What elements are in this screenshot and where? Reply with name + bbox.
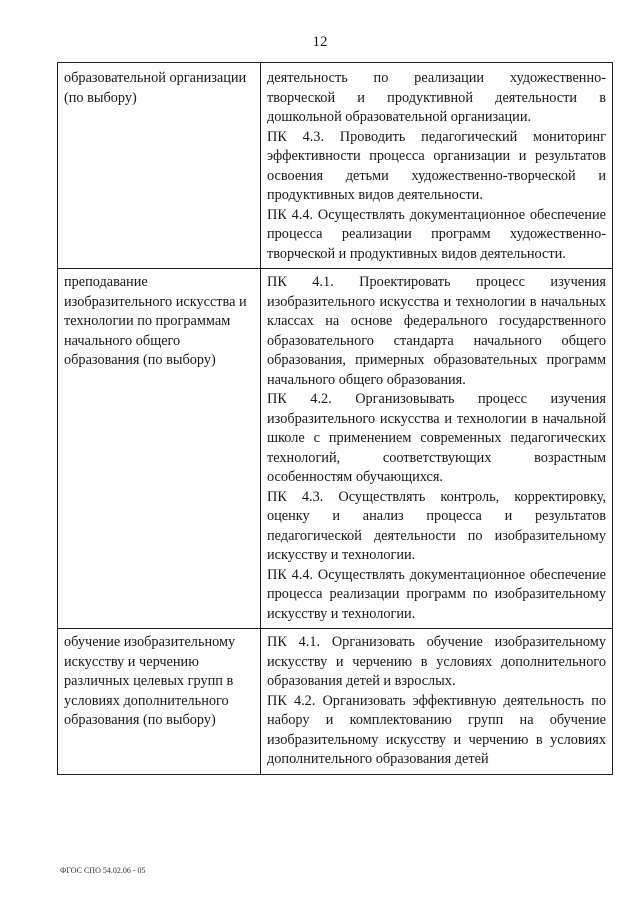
- competency-text: ПК 4.2. Организовывать процесс изучения изобразительного искусства и технологии в начальной школе с применением современных педагогических технологий, соответствующих возрастным особенностям обучающихся.: [267, 391, 606, 485]
- document-code-footer: ФГОС СПО 54.02.06 - 05: [60, 866, 146, 875]
- table-row: [58, 629, 613, 775]
- competency-text: ПК 4.4. Осуществлять документационное обеспечение процесса реализации программ по изобразительному искусству и технологии.: [267, 566, 606, 622]
- competencies-cell: [261, 269, 613, 629]
- competency-table: [57, 62, 613, 775]
- table-row: [58, 269, 613, 629]
- activity-cell: обучение изобразительному искусству и черчению различных целевых групп в условиях дополнительного образования (по выбору): [58, 629, 261, 775]
- competency-text: ПК 4.1. Организовать обучение изобразительному искусству и черчению в условиях дополнительного образования детей и взрослых.: [267, 634, 606, 689]
- competencies-cell: [261, 63, 613, 269]
- competency-text: ПК 4.2. Организовать эффективную деятельность по набору и комплектованию групп на обучение изобразительному искусству и черчению в условиях дополнительного образования детей: [267, 692, 606, 767]
- table-row: [58, 63, 613, 269]
- page-number: 12: [312, 34, 328, 50]
- competency-text: ПК 4.3. Осуществлять контроль, корректировку, оценку и анализ процесса и результатов педагогической деятельности по изобразительному искусству и технологии.: [267, 488, 606, 563]
- competencies-cell: [261, 629, 613, 775]
- competency-text: деятельность по реализации художественно-творческой и продуктивной деятельности в дошкольной образовательной организации.: [267, 70, 606, 125]
- activity-cell: образовательной организации (по выбору): [58, 63, 261, 269]
- activity-cell: преподавание изобразительного искусства и технологии по программам начального общего образования (по выбору): [58, 269, 261, 629]
- competency-text: ПК 4.4. Осуществлять документационное обеспечение процесса реализации программ художественно-творческой и продуктивных видов деятельности.: [267, 206, 606, 262]
- competency-text: ПК 4.3. Проводить педагогический мониторинг эффективности процесса организации и результатов освоения детьми художественно-творческой и продуктивных видов деятельности.: [267, 128, 606, 203]
- competency-text: ПК 4.1. Проектировать процесс изучения изобразительного искусства и технологии в начальных классах на основе федерального государственного образовательного стандарта начального общего образования, примерных образовательных программ начального общего образования.: [267, 274, 606, 388]
